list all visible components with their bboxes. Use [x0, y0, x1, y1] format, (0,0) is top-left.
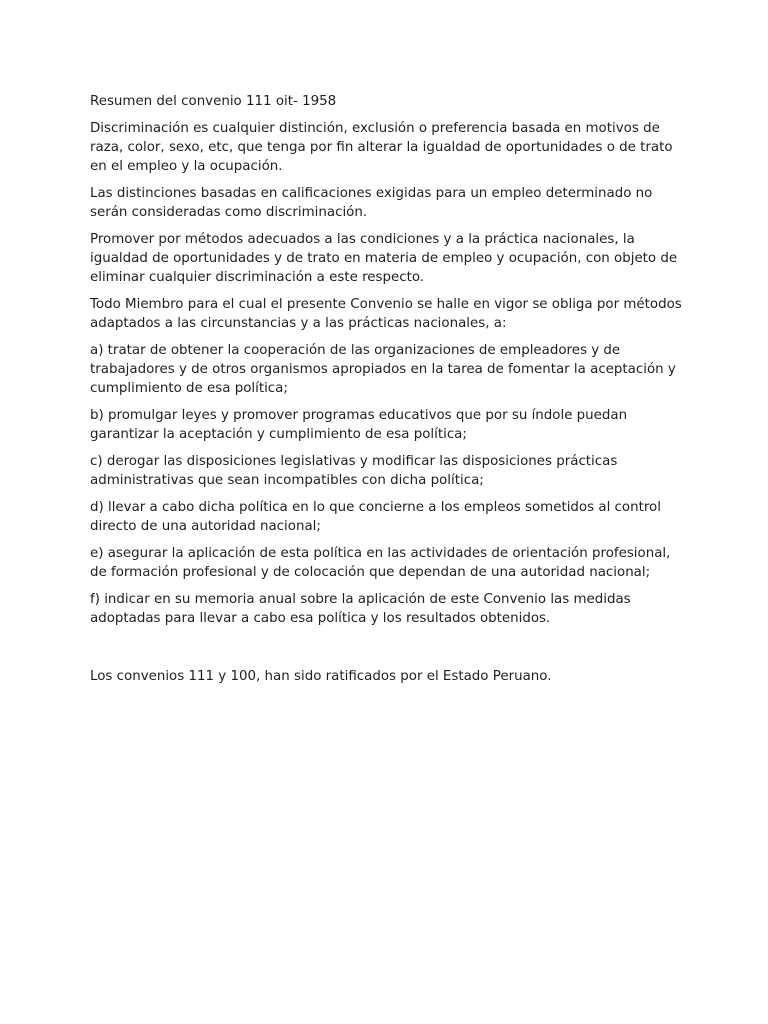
paragraph-promote: Promover por métodos adecuados a las condiciones y a la práctica nacionales, la igualdad de oportunidades y de trato en materia de empleo y ocupación, con objeto de eliminar cualquier discriminación a este respecto. — [90, 232, 678, 285]
list-item-c: c) derogar las disposiciones legislativas y modificar las disposiciones prácticas administrativas que sean incompatibles con dicha política; — [90, 454, 618, 488]
paragraph-distinctions: Las distinciones basadas en calificaciones exigidas para un empleo determinado no serán consideradas como discriminación. — [90, 186, 653, 220]
list-item-a: a) tratar de obtener la cooperación de las organizaciones de empleadores y de trabajadores y de otros organismos apropiados en la tarea de fomentar la aceptación y cumplimiento de esa política; — [90, 343, 676, 396]
closing-paragraph: Los convenios 111 y 100, han sido ratificados por el Estado Peruano. — [90, 669, 552, 684]
document-title: Resumen del convenio 111 oit- 1958 — [90, 94, 337, 109]
paragraph-definition: Discriminación es cualquier distinción, exclusión o preferencia basada en motivos de raza, color, sexo, etc, que tenga por fin alterar la igualdad de oportunidades o de trato en el empleo y la ocupación. — [90, 121, 673, 174]
list-item-d: d) llevar a cabo dicha política en lo que concierne a los empleos sometidos al control directo de una autoridad nacional; — [90, 500, 661, 534]
paragraph-obligation: Todo Miembro para el cual el presente Convenio se halle en vigor se obliga por métodos adaptados a las circunstancias y a las prácticas nacionales, a: — [90, 297, 682, 331]
document-body — [90, 92, 690, 694]
list-item-e: e) asegurar la aplicación de esta política en las actividades de orientación profesional, de formación profesional y de colocación que dependan de una autoridad nacional; — [90, 546, 671, 580]
list-item-b: b) promulgar leyes y promover programas educativos que por su índole puedan garantizar la aceptación y cumplimiento de esa política; — [90, 408, 628, 442]
list-item-f: f) indicar en su memoria anual sobre la aplicación de este Convenio las medidas adoptadas para llevar a cabo esa política y los resultados obtenidos. — [90, 592, 631, 626]
